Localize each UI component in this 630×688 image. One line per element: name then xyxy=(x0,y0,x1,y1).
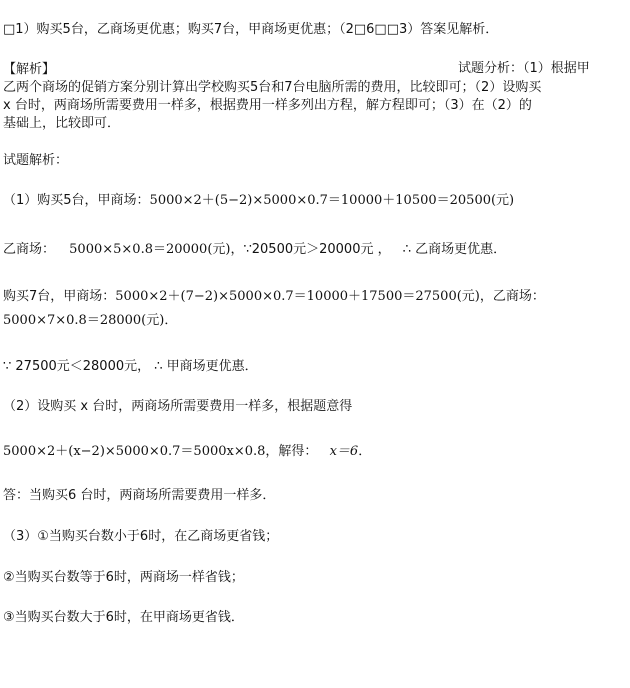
step-2-label: 乙商场： xyxy=(3,242,56,257)
analysis-intro: 试题分析：（1）根据甲 xyxy=(458,61,590,76)
step-1-formula: 5000×2＋(5−2)×5000×0.7＝10000＋10500＝20500(元) xyxy=(149,193,515,208)
step-4 xyxy=(3,312,177,330)
step-7-tail: ． xyxy=(358,444,372,459)
analysis-line-3: x 台时，两商场所需要费用一样多，根据费用一样多列出方程，解方程即可；（3）在（2）的 xyxy=(3,98,532,113)
solution-value: x＝6 xyxy=(329,444,359,459)
step-2-formula: 5000×5×0.8＝20000(元) xyxy=(69,242,231,257)
step-3-tail: ，乙商场： xyxy=(479,289,545,304)
part-3-case-3: ③当购买台数大于6时，在甲商场更省钱． xyxy=(3,610,244,625)
step-1 xyxy=(3,192,514,210)
step-2-compare: ，∵20500元＞20000元 ， xyxy=(230,242,391,257)
analysis-tag: 【解析】 xyxy=(3,62,56,77)
answer-line: □1）购买5台，乙商场更优惠；购买7台，甲商场更优惠；（2□6□□3）答案见解析． xyxy=(3,22,499,37)
part-3-case-2: ②当购买台数等于6时，两商场一样省钱； xyxy=(3,570,244,585)
step-3-label: 购买7台，甲商场： xyxy=(3,289,116,304)
step-3-formula: 5000×2＋(7−2)×5000×0.7＝10000＋17500＝27500(元) xyxy=(115,289,480,304)
solve-label: ，解得： xyxy=(265,444,318,459)
step-5: ∵ 27500元＜28000元， ∴ 甲商场更优惠． xyxy=(3,359,258,374)
solution-heading: 试题解析： xyxy=(3,153,69,168)
step-4-formula: 5000×7×0.8＝28000(元) xyxy=(3,313,165,328)
step-3 xyxy=(3,288,545,306)
answer-statement: 答：当购买6 台时，两商场所需要费用一样多． xyxy=(3,488,276,503)
analysis-line-2: 乙两个商场的促销方案分别计算出学校购买5台和7台电脑所需的费用，比较即可；（2）设购买 xyxy=(3,80,542,95)
step-4-tail: ． xyxy=(164,313,178,328)
part-3-case-1: （3）①当购买台数小于6时，在乙商场更省钱； xyxy=(3,529,279,544)
step-7 xyxy=(3,443,371,461)
analysis-line-4: 基础上，比较即可． xyxy=(3,116,121,131)
step-2-conclusion: ∴ 乙商场更优惠． xyxy=(402,242,507,257)
step-1-label: （1）购买5台，甲商场： xyxy=(3,193,150,208)
step-2 xyxy=(3,241,506,259)
step-6: （2）设购买 x 台时，两商场所需要费用一样多，根据题意得 xyxy=(3,399,353,414)
equation: 5000×2＋(x−2)×5000×0.7＝5000x×0.8 xyxy=(3,444,266,459)
